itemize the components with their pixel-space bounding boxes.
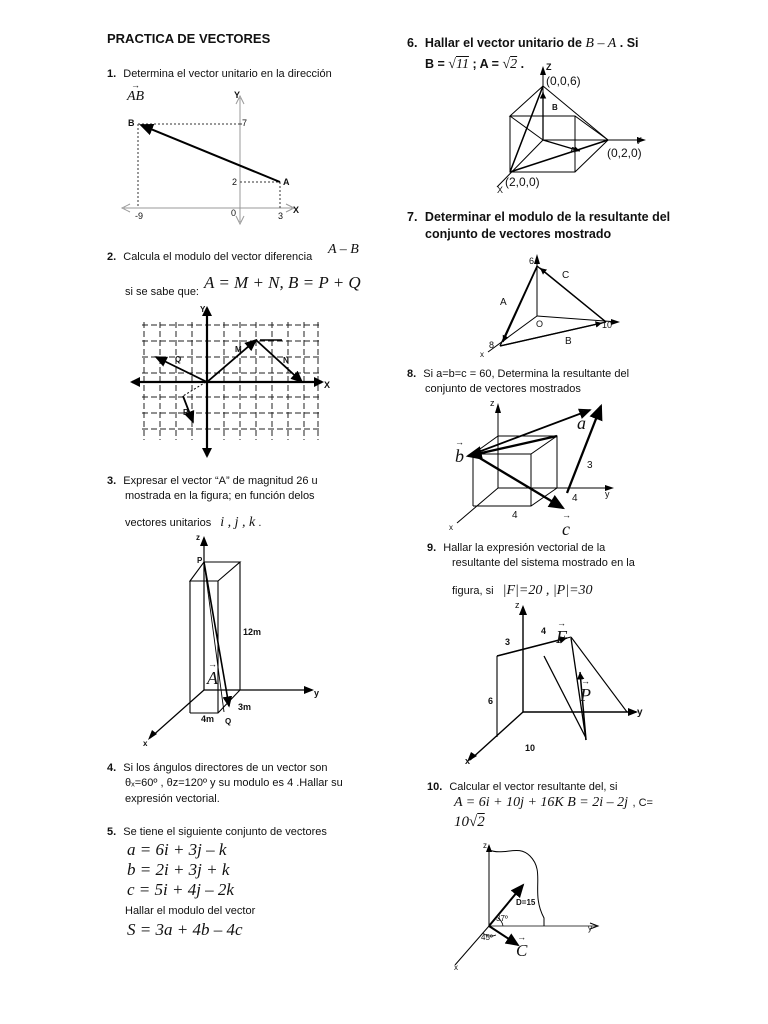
problem-3-line2: mostrada en la figura; en función delos [125, 490, 315, 502]
problem-3-line3-text: vectores unitarios [125, 517, 212, 529]
label-x-axis: X [324, 380, 331, 390]
vector-a-label: → A [207, 668, 218, 689]
dim-3: 3 [587, 460, 593, 471]
label-x-axis: x [454, 963, 458, 972]
problem-text-line1: Expresar el vector “A” de magnitud 26 u [123, 475, 318, 487]
problem-9-line3-text: figura, si [452, 585, 494, 597]
label-origin: O [536, 319, 544, 329]
tick-xm9: -9 [135, 211, 144, 221]
label-b: B [128, 118, 135, 128]
label-x-axis: x [449, 523, 453, 532]
tick-y7: 7 [242, 118, 248, 128]
problem-8-line2: conjunto de vectores mostrados [425, 383, 581, 395]
separator: , [279, 273, 284, 292]
problem-text-line1: Determinar el modulo de la resultante del [424, 210, 671, 224]
label-height: 12m [243, 627, 262, 637]
problem-4-line3: expresión vectorial. [125, 793, 220, 805]
problem-2-text2: si se sabe que: [125, 286, 199, 298]
dim-10: 10 [525, 743, 536, 753]
angle-37: 37º [496, 914, 508, 923]
tick-x3: 3 [278, 211, 284, 221]
unit-vectors: i , j , k [220, 515, 256, 530]
dim-4: 4 [541, 626, 547, 636]
vector-diff: B – A [585, 36, 617, 51]
problem-number: 9. [427, 542, 437, 554]
problem-text: Calcula el modulo del vector diferencia [123, 251, 313, 263]
label-y-axis: y [588, 924, 592, 933]
vector-p-label: → P [580, 685, 591, 706]
label-y-axis: y [637, 134, 642, 144]
problem-text-line1: Si los ángulos directores de un vector son [123, 762, 328, 774]
label-x-axis: x [465, 756, 471, 766]
problem-number: 7. [407, 210, 418, 224]
problem-6-line2: B = √11 ; A = √2 . [425, 57, 525, 72]
label-a: A [500, 297, 507, 308]
label-depth: 3m [238, 702, 252, 712]
tick-y2: 2 [232, 177, 238, 187]
vector-b-label: → b [455, 446, 464, 467]
label-a: A [283, 177, 290, 187]
root-11: 11 [455, 57, 469, 72]
page-title: PRACTICA DE VECTORES [107, 31, 271, 46]
label-m: M [235, 345, 242, 354]
tick-x0: 0 [231, 208, 237, 218]
magnitudes: |F|=20 , |P|=30 [502, 583, 593, 598]
label-n: N [283, 356, 289, 365]
dim-3: 3 [505, 637, 511, 647]
vector-f-label: → F [556, 627, 567, 648]
label-y-axis: y [605, 489, 610, 499]
root-2: 2 [510, 57, 518, 72]
vector-a-label: → a [577, 413, 586, 434]
label-a-vector: A [570, 146, 576, 155]
equation: A = 6i + 10j + 16K B = 2i – 2j [454, 795, 629, 810]
period: . [520, 57, 525, 71]
dim-4-bottom: 4 [512, 510, 518, 521]
label-z-axis: z [490, 398, 495, 408]
label-b-vector: B [552, 103, 558, 112]
c-label: , C= [632, 797, 653, 809]
label-y-axis: Y [234, 90, 241, 100]
period: . [258, 517, 262, 529]
problem-4-line2: θₓ=60º , θz=120º y su modulo es 4 .Hallar su [125, 777, 343, 789]
a-label: ; A = [472, 57, 499, 71]
vector-c-label: → C [516, 941, 527, 961]
label-x-axis: x [143, 739, 148, 748]
label-z-axis: z [483, 841, 487, 850]
equation-b-text: B = P + Q [288, 273, 361, 292]
problem-5-text2: Hallar el modulo del vector [125, 905, 256, 917]
label-p: P [197, 556, 203, 565]
label-p: P [183, 408, 189, 417]
vector-ab-label: → AB [127, 89, 144, 105]
label-z-axis: z [196, 533, 200, 542]
point-z: (0,0,6) [546, 74, 581, 88]
label-b: B [565, 336, 572, 347]
problem-number: 8. [407, 368, 417, 380]
c-coeff: 10 [454, 814, 469, 830]
tick-y10: 10 [602, 320, 613, 330]
problem-number: 5. [107, 826, 117, 838]
problem-number: 1. [107, 68, 117, 80]
equation-c: c = 5i + 4j – 2k [127, 880, 234, 899]
vector-c-label: → c [562, 519, 570, 540]
problem-text: Determina el vector unitario en la dirección [123, 68, 332, 80]
c-root: 2 [477, 814, 485, 830]
dim-4-right: 4 [572, 493, 578, 504]
label-q: Q [225, 717, 232, 726]
point-x: (2,0,0) [505, 175, 540, 189]
label-c-vector [516, 941, 527, 961]
label-x-axis: X [293, 205, 300, 215]
label-x-axis: x [480, 350, 484, 359]
label-y-axis: Y [200, 305, 206, 314]
label-y-axis: y [637, 707, 643, 718]
label-z-axis: Z [546, 62, 552, 72]
tick-z6: 6 [529, 256, 535, 266]
problem-text-line1: Si a=b=c = 60, Determina la resultante del [423, 368, 630, 380]
label-q: Q [175, 355, 182, 364]
dim-6: 6 [488, 696, 494, 706]
label-x-axis: X [497, 185, 504, 195]
b-label: B = [425, 57, 445, 71]
problem-text-line1: Hallar la expresión vectorial de la [443, 542, 606, 554]
tick-x8: 8 [489, 340, 495, 350]
label-d: D=15 [516, 898, 536, 907]
problem-7-line2: conjunto de vectores mostrado [425, 227, 612, 241]
problem-text-line1: Calcular el vector resultante del, si [449, 781, 618, 793]
problem-number: 3. [107, 475, 117, 487]
problem-9-line2: resultante del sistema mostrado en la [452, 557, 635, 569]
problem-number: 4. [107, 762, 117, 774]
angle-45: 45º [481, 933, 493, 942]
problem-text: Se tiene el siguiente conjunto de vectores [123, 826, 327, 838]
label-width: 4m [201, 714, 215, 724]
point-y: (0,2,0) [607, 146, 642, 160]
label-y-axis: y [314, 688, 320, 698]
equation-b: b = 2i + 3j + k [127, 860, 230, 879]
problem-number: 10. [427, 781, 443, 793]
problem-text2: . Si [619, 36, 639, 50]
equation-a: a = 6i + 3j – k [127, 840, 227, 859]
label-z-axis: z [515, 600, 520, 610]
equation-a-text: A = M + N [204, 273, 280, 292]
problem-number: 6. [407, 36, 418, 50]
c-value: 10√2 [454, 814, 485, 830]
problem-number: 2. [107, 251, 117, 263]
label-c: C [562, 270, 570, 281]
problem-text: Hallar el vector unitario de [424, 36, 582, 50]
vector-diff: A – B [328, 242, 359, 257]
equation-s: S = 3a + 4b – 4c [127, 920, 243, 939]
